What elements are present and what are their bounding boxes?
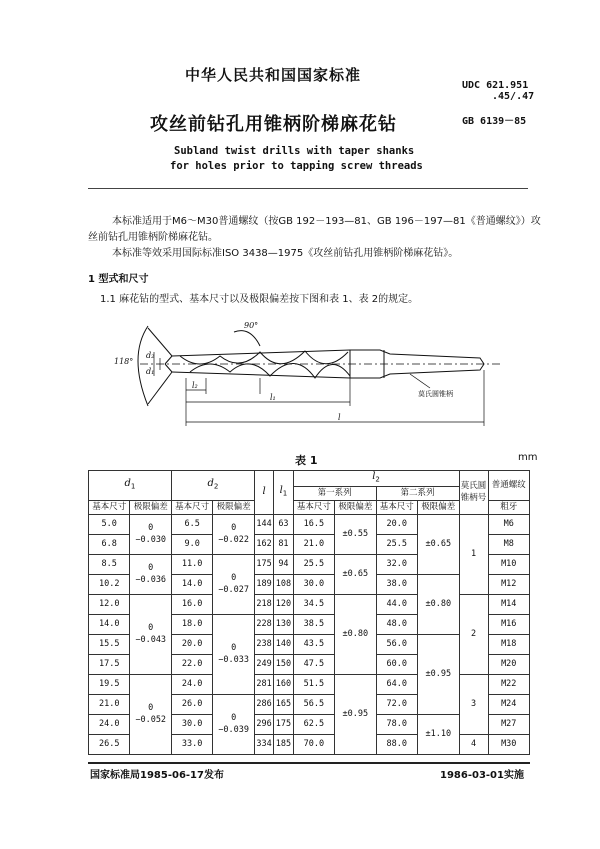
cell-thread: M10: [488, 554, 530, 574]
label-d2: d₂: [146, 351, 155, 360]
header-s2-basic: 基本尺寸: [376, 500, 417, 514]
cell-l1: 108: [274, 574, 293, 594]
cell-thread: M16: [488, 614, 530, 634]
cell-series1-basic: 47.5: [293, 654, 334, 674]
header-thread: 普通螺纹: [488, 471, 530, 501]
cell-d1-tol: 0 −0.030: [130, 514, 171, 554]
cell-series1-basic: 21.0: [293, 534, 334, 554]
label-l1: l₁: [270, 393, 276, 402]
cell-d1-tol: 0 −0.036: [130, 554, 171, 594]
cell-series2-tol: ±0.65: [418, 514, 459, 574]
cell-thread: M27: [488, 714, 530, 734]
cell-series1-tol: ±0.65: [335, 554, 376, 594]
cell-d2-basic: 30.0: [171, 714, 212, 734]
cell-morse-taper: 4: [459, 734, 488, 754]
cell-d1-basic: 14.0: [89, 614, 130, 634]
header-s1-tol: 极限偏差: [335, 500, 376, 514]
cell-thread: M6: [488, 514, 530, 534]
cell-d2-basic: 14.0: [171, 574, 212, 594]
cell-thread: M30: [488, 734, 530, 754]
shank-leader: [410, 374, 430, 388]
header-s2-tol: 极限偏差: [418, 500, 459, 514]
header-s1-basic: 基本尺寸: [293, 500, 334, 514]
cell-series2-basic: 48.0: [376, 614, 417, 634]
cell-l: 175: [254, 554, 273, 574]
drill-drawing: [110, 306, 510, 441]
cell-d1-basic: 19.5: [89, 674, 130, 694]
cell-thread: M12: [488, 574, 530, 594]
cell-d2-basic: 33.0: [171, 734, 212, 754]
cell-series2-basic: 56.0: [376, 634, 417, 654]
cell-d1-tol: 0 −0.052: [130, 674, 171, 754]
dimension-table: [88, 470, 530, 755]
cell-l: 334: [254, 734, 273, 754]
header-d1-basic: 基本尺寸: [89, 500, 130, 514]
cell-series1-basic: 56.5: [293, 694, 334, 714]
cell-series2-tol: ±0.80: [418, 574, 459, 634]
cell-d1-basic: 21.0: [89, 694, 130, 714]
cell-d2-basic: 22.0: [171, 654, 212, 674]
cell-series2-basic: 25.5: [376, 534, 417, 554]
scope-paragraph: 本标准适用于M6～M30普通螺纹（按GB 192－193—81、GB 196－197—81《普通螺纹》）攻丝前钻孔用锥柄阶梯麻花钻。: [88, 216, 541, 243]
cell-series1-basic: 30.0: [293, 574, 334, 594]
table-unit: mm: [518, 452, 538, 463]
cell-d1-basic: 6.8: [89, 534, 130, 554]
cell-series2-basic: 88.0: [376, 734, 417, 754]
english-title-line-1: Subland twist drills with taper shanks: [174, 145, 415, 157]
header-coarse: 粗牙: [488, 500, 530, 514]
english-title: [170, 144, 423, 174]
issue-date: 国家标准局1985-06-17发布: [90, 770, 224, 781]
cell-series2-tol: ±0.95: [418, 634, 459, 714]
point-angle-line-bottom: [148, 372, 172, 404]
cell-series2-basic: 32.0: [376, 554, 417, 574]
header-l2: $l_2$: [293, 471, 459, 487]
cell-series1-basic: 70.0: [293, 734, 334, 754]
label-d1: d₁: [146, 367, 155, 376]
cell-thread: M24: [488, 694, 530, 714]
header-series2: 第二系列: [376, 486, 459, 500]
header-rule: [88, 188, 528, 189]
header-series1: 第一系列: [293, 486, 376, 500]
cell-l: 249: [254, 654, 273, 674]
cell-d1-basic: 12.0: [89, 594, 130, 614]
cell-series1-basic: 16.5: [293, 514, 334, 534]
cell-d2-basic: 9.0: [171, 534, 212, 554]
label-l: l: [338, 413, 341, 422]
cell-d1-basic: 5.0: [89, 514, 130, 534]
label-90-angle: 90°: [244, 321, 259, 330]
cell-d2-basic: 16.0: [171, 594, 212, 614]
cell-thread: M20: [488, 654, 530, 674]
cell-series1-basic: 43.5: [293, 634, 334, 654]
cell-morse-taper: 1: [459, 514, 488, 594]
header-l: l: [254, 471, 273, 515]
effective-date: 1986-03-01实施: [440, 770, 524, 781]
label-l2: l₂: [192, 381, 198, 390]
footer-rule: [88, 762, 530, 764]
cell-l: 238: [254, 634, 273, 654]
label-morse-shank: 莫氏圆锥柄: [418, 390, 453, 398]
header-d2: $d_2$: [171, 471, 254, 501]
cell-thread: M22: [488, 674, 530, 694]
cell-morse-taper: 3: [459, 674, 488, 734]
cell-l: 286: [254, 694, 273, 714]
cell-series2-basic: 44.0: [376, 594, 417, 614]
step-angle-arc: [234, 331, 260, 346]
cell-d1-basic: 8.5: [89, 554, 130, 574]
cell-d1-basic: 15.5: [89, 634, 130, 654]
udc-line-2: .45/.47: [492, 91, 535, 102]
cell-l1: 160: [274, 674, 293, 694]
cell-l1: 150: [274, 654, 293, 674]
cell-thread: M8: [488, 534, 530, 554]
udc-code: [462, 80, 534, 102]
standard-number: GB 6139－85: [462, 116, 527, 127]
header-d1: $d_1$: [89, 471, 172, 501]
cell-l: 228: [254, 614, 273, 634]
cell-d1-basic: 17.5: [89, 654, 130, 674]
udc-line-1: UDC 621.951: [462, 80, 529, 91]
drill-body-bottom-edge: [172, 372, 350, 378]
label-118-angle: 118°: [114, 357, 134, 366]
cell-morse-taper: 2: [459, 594, 488, 674]
header-l1: $l_1$: [274, 471, 293, 515]
cell-l1: 94: [274, 554, 293, 574]
cell-l1: 165: [274, 694, 293, 714]
cell-series2-basic: 78.0: [376, 714, 417, 734]
section-heading: 1 型式和尺寸: [88, 274, 149, 285]
cell-series2-tol: ±1.10: [418, 714, 459, 754]
clause-1-1: 1.1 麻花钻的型式、基本尺寸以及极限偏差按下图和表 1、表 2的规定。: [100, 294, 419, 305]
table-row: [89, 594, 530, 614]
cell-l1: 81: [274, 534, 293, 554]
cell-l: 296: [254, 714, 273, 734]
cell-series1-basic: 51.5: [293, 674, 334, 694]
cell-l: 281: [254, 674, 273, 694]
header-row-1: [89, 471, 530, 487]
cell-d1-basic: 10.2: [89, 574, 130, 594]
cell-series2-basic: 72.0: [376, 694, 417, 714]
iso-equivalence-paragraph: 本标准等效采用国际标准ISO 3438—1975《攻丝前钻孔用锥柄阶梯麻花钻》。: [112, 248, 459, 259]
cell-l: 162: [254, 534, 273, 554]
cell-thread: M14: [488, 594, 530, 614]
cell-series1-tol: ±0.80: [335, 594, 376, 674]
cell-d2-basic: 20.0: [171, 634, 212, 654]
header-d2-basic: 基本尺寸: [171, 500, 212, 514]
cell-series1-basic: 38.5: [293, 614, 334, 634]
cell-d2-tol: 0 −0.039: [213, 694, 254, 754]
drill-tip-upper: [165, 356, 172, 364]
cell-l1: 140: [274, 634, 293, 654]
cell-d1-basic: 24.0: [89, 714, 130, 734]
cell-series1-basic: 62.5: [293, 714, 334, 734]
header-morse: 莫氏圆锥柄号: [459, 471, 488, 515]
cell-l1: 120: [274, 594, 293, 614]
cell-series1-basic: 25.5: [293, 554, 334, 574]
cell-d2-tol: 0 −0.022: [213, 514, 254, 554]
cell-d1-tol: 0 −0.043: [130, 594, 171, 674]
header-d1-tol: 极限偏差: [130, 500, 171, 514]
cell-d2-basic: 11.0: [171, 554, 212, 574]
cell-l: 189: [254, 574, 273, 594]
drill-tip-lower: [165, 364, 172, 372]
cell-series1-basic: 34.5: [293, 594, 334, 614]
table-caption: 表 1: [295, 454, 318, 467]
cell-d2-basic: 6.5: [171, 514, 212, 534]
cell-thread: M18: [488, 634, 530, 654]
cell-l: 144: [254, 514, 273, 534]
table-body: [89, 514, 530, 754]
document-title: 攻丝前钻孔用锥柄阶梯麻花钻: [150, 114, 397, 135]
cell-d2-basic: 18.0: [171, 614, 212, 634]
cell-d1-basic: 26.5: [89, 734, 130, 754]
cell-series2-basic: 64.0: [376, 674, 417, 694]
cell-d2-tol: 0 −0.033: [213, 614, 254, 694]
header-d2-tol: 极限偏差: [213, 500, 254, 514]
english-title-line-2: for holes prior to tapping screw threads: [170, 160, 423, 172]
cell-l: 218: [254, 594, 273, 614]
point-angle-arc: [138, 326, 148, 406]
table-row: [89, 674, 530, 694]
cell-series2-basic: 20.0: [376, 514, 417, 534]
cell-l1: 63: [274, 514, 293, 534]
cell-d2-basic: 24.0: [171, 674, 212, 694]
cell-series2-basic: 38.0: [376, 574, 417, 594]
cell-l1: 130: [274, 614, 293, 634]
flute-line-2: [190, 363, 350, 378]
cell-l1: 185: [274, 734, 293, 754]
cell-series2-basic: 60.0: [376, 654, 417, 674]
cell-l1: 175: [274, 714, 293, 734]
cell-series1-tol: ±0.95: [335, 674, 376, 754]
table-row: [89, 514, 530, 534]
cell-d2-basic: 26.0: [171, 694, 212, 714]
cell-d2-tol: 0 −0.027: [213, 554, 254, 614]
cell-series1-tol: ±0.55: [335, 514, 376, 554]
national-standard-heading: 中华人民共和国国家标准: [185, 66, 362, 84]
